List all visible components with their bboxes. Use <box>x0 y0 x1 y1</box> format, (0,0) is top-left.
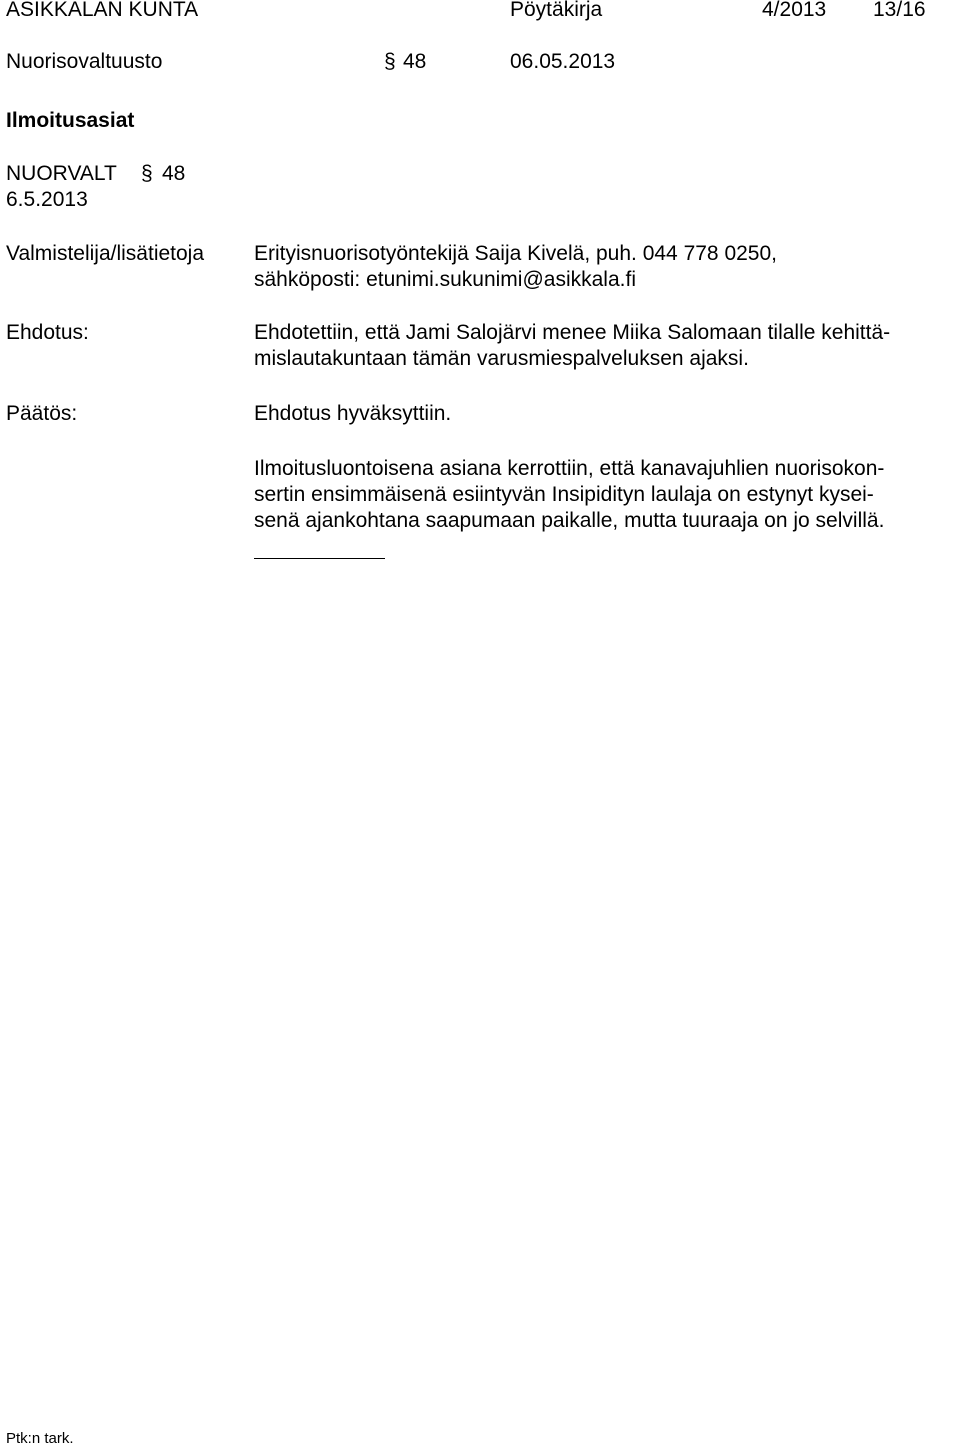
preparer-label: Valmistelija/lisätietoja <box>6 242 205 265</box>
item-ref-section-sign: § <box>141 162 153 185</box>
section-sign: § <box>384 50 396 73</box>
page-number: 13/16 <box>873 0 926 21</box>
item-title: Ilmoitusasiat <box>6 109 135 132</box>
meeting-date: 06.05.2013 <box>510 50 616 73</box>
item-ref-body: NUORVALT <box>6 162 117 185</box>
section-number: 48 <box>403 50 427 73</box>
municipality-name: ASIKKALAN KUNTA <box>6 0 199 21</box>
document-number: 4/2013 <box>762 0 827 21</box>
footer-checked-label: Ptk:n tark. <box>6 1430 74 1447</box>
body-name: Nuorisovaltuusto <box>6 50 163 73</box>
decision-text: Ehdotus hyväksyttiin. <box>254 402 452 425</box>
end-rule <box>254 558 385 559</box>
notice-line-1: Ilmoitusluontoisena asiana kerrottiin, että kanavajuhlien nuorisokon- <box>254 457 885 480</box>
item-ref-date: 6.5.2013 <box>6 188 88 211</box>
notice-line-2: sertin ensimmäisenä esiintyvän Insipidityn laulaja on estynyt kysei- <box>254 483 874 506</box>
decision-label: Päätös: <box>6 402 78 425</box>
document-type: Pöytäkirja <box>510 0 603 21</box>
preparer-line-2: sähköposti: etunimi.sukunimi@asikkala.fi <box>254 268 636 291</box>
item-ref-section: 48 <box>162 162 186 185</box>
preparer-line-1: Erityisnuorisotyöntekijä Saija Kivelä, puh. 044 778 0250, <box>254 242 777 265</box>
proposal-line-1: Ehdotettiin, että Jami Salojärvi menee Miika Salomaan tilalle kehittä- <box>254 321 891 344</box>
proposal-label: Ehdotus: <box>6 321 89 344</box>
proposal-line-2: mislautakuntaan tämän varusmiespalveluksen ajaksi. <box>254 347 749 370</box>
notice-line-3: senä ajankohtana saapumaan paikalle, mutta tuuraaja on jo selvillä. <box>254 509 885 532</box>
